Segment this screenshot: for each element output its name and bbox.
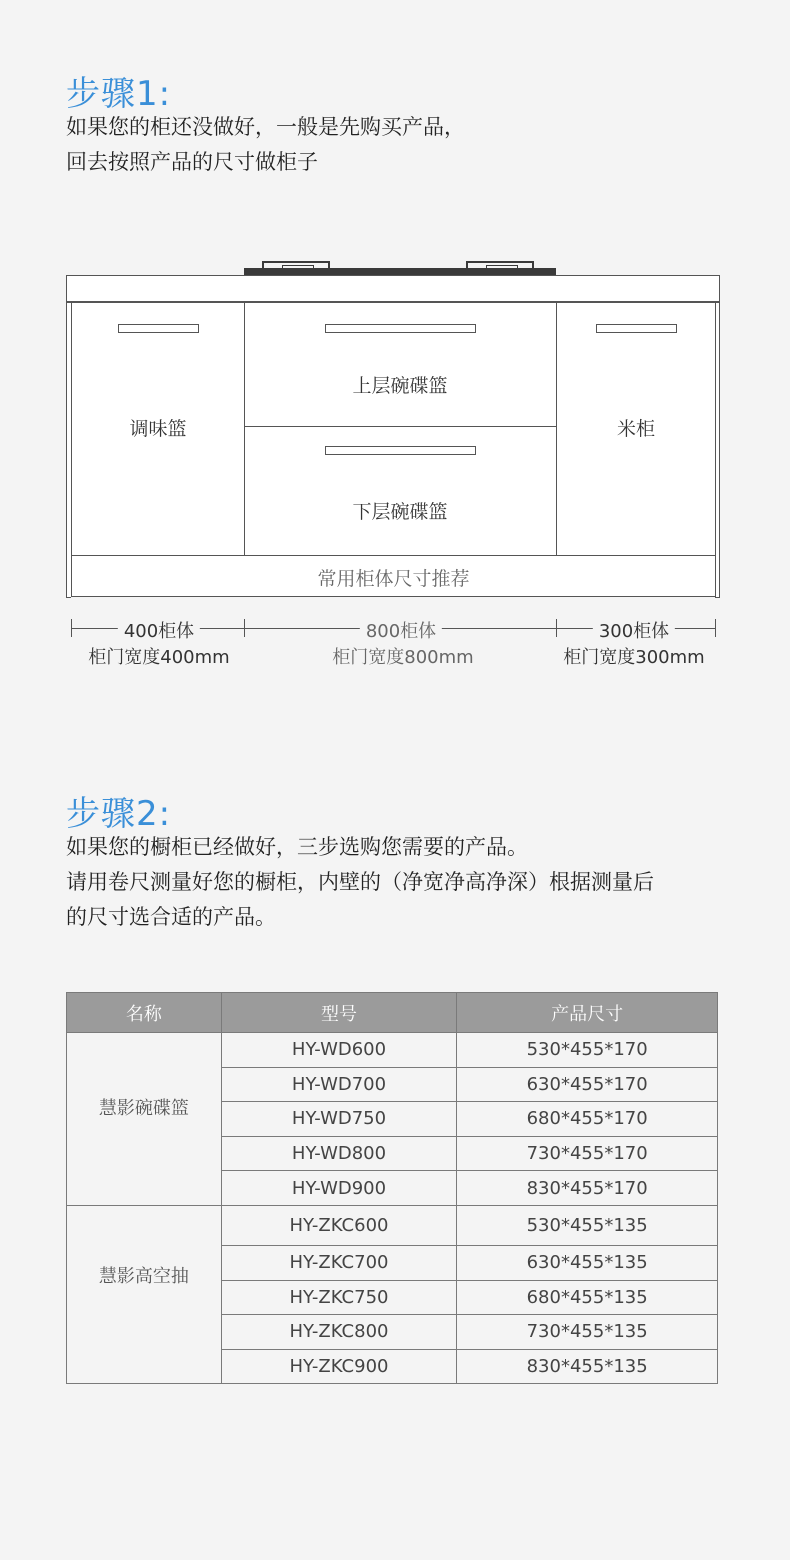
door-width-300: 柜门宽度300mm	[563, 647, 705, 668]
step1-line: 回去按照产品的尺寸做柜子	[66, 150, 318, 174]
step2-title: 步骤2:	[66, 794, 172, 834]
countertop	[66, 275, 720, 302]
dimension-label-400: 400柜体	[118, 617, 200, 643]
size-cell: 830*455*170	[457, 1171, 718, 1206]
door-width-400: 柜门宽度400mm	[88, 647, 230, 668]
cabinet-diagram	[0, 0, 790, 700]
lower-drawer	[244, 426, 557, 556]
model-cell: HY-WD900	[221, 1171, 457, 1206]
lower-drawer-label: 下层碗碟篮	[352, 501, 448, 523]
size-cell: 530*455*135	[457, 1205, 718, 1245]
model-cell: HY-WD800	[221, 1136, 457, 1171]
header-name: 名称	[67, 993, 222, 1033]
handle-icon	[325, 446, 476, 455]
left-cabinet-label: 调味篮	[129, 418, 187, 440]
model-cell: HY-ZKC700	[221, 1245, 457, 1280]
header-size: 产品尺寸	[457, 993, 718, 1033]
dimension-label-800: 800柜体	[360, 617, 442, 643]
step2-line: 的尺寸选合适的产品。	[66, 905, 276, 929]
size-cell: 830*455*135	[457, 1349, 718, 1384]
model-cell: HY-ZKC750	[221, 1280, 457, 1315]
product-group-name: 慧影碗碟篮	[67, 1033, 222, 1206]
step1-title: 步骤1:	[66, 74, 172, 114]
product-size-table	[66, 992, 718, 1384]
model-cell: HY-WD600	[221, 1033, 457, 1068]
table-header-row	[67, 993, 718, 1033]
hob-icon	[244, 268, 556, 275]
step2-description	[66, 830, 654, 935]
upper-drawer	[244, 302, 557, 427]
model-cell: HY-ZKC800	[221, 1315, 457, 1350]
size-cell: 530*455*170	[457, 1033, 718, 1068]
header-model: 型号	[221, 993, 457, 1033]
upper-drawer-label: 上层碗碟篮	[352, 375, 448, 397]
step2-line: 请用卷尺测量好您的橱柜，内壁的（净宽净高净深）根据测量后	[66, 870, 654, 894]
model-cell: HY-ZKC900	[221, 1349, 457, 1384]
table-row	[67, 1205, 718, 1245]
handle-icon	[596, 324, 677, 333]
product-group-name: 慧影高空抽	[67, 1205, 222, 1383]
dimension-label-300: 300柜体	[593, 617, 675, 643]
right-cabinet-label: 米柜	[616, 418, 656, 440]
table-row	[67, 1033, 718, 1068]
plinth-label: 常用柜体尺寸推荐	[317, 568, 470, 590]
door-width-800: 柜门宽度800mm	[332, 647, 474, 668]
step1-line: 如果您的柜还没做好，一般是先购买产品，	[66, 115, 465, 139]
size-cell: 680*455*170	[457, 1102, 718, 1137]
handle-icon	[325, 324, 476, 333]
model-cell: HY-ZKC600	[221, 1205, 457, 1245]
step2-line: 如果您的橱柜已经做好，三步选购您需要的产品。	[66, 835, 528, 859]
plinth	[71, 555, 716, 597]
size-cell: 630*455*170	[457, 1067, 718, 1102]
dimension-tick	[715, 619, 716, 637]
size-cell: 680*455*135	[457, 1280, 718, 1315]
size-cell: 730*455*135	[457, 1315, 718, 1350]
size-cell: 630*455*135	[457, 1245, 718, 1280]
size-cell: 730*455*170	[457, 1136, 718, 1171]
model-cell: HY-WD750	[221, 1102, 457, 1137]
model-cell: HY-WD700	[221, 1067, 457, 1102]
handle-icon	[118, 324, 199, 333]
